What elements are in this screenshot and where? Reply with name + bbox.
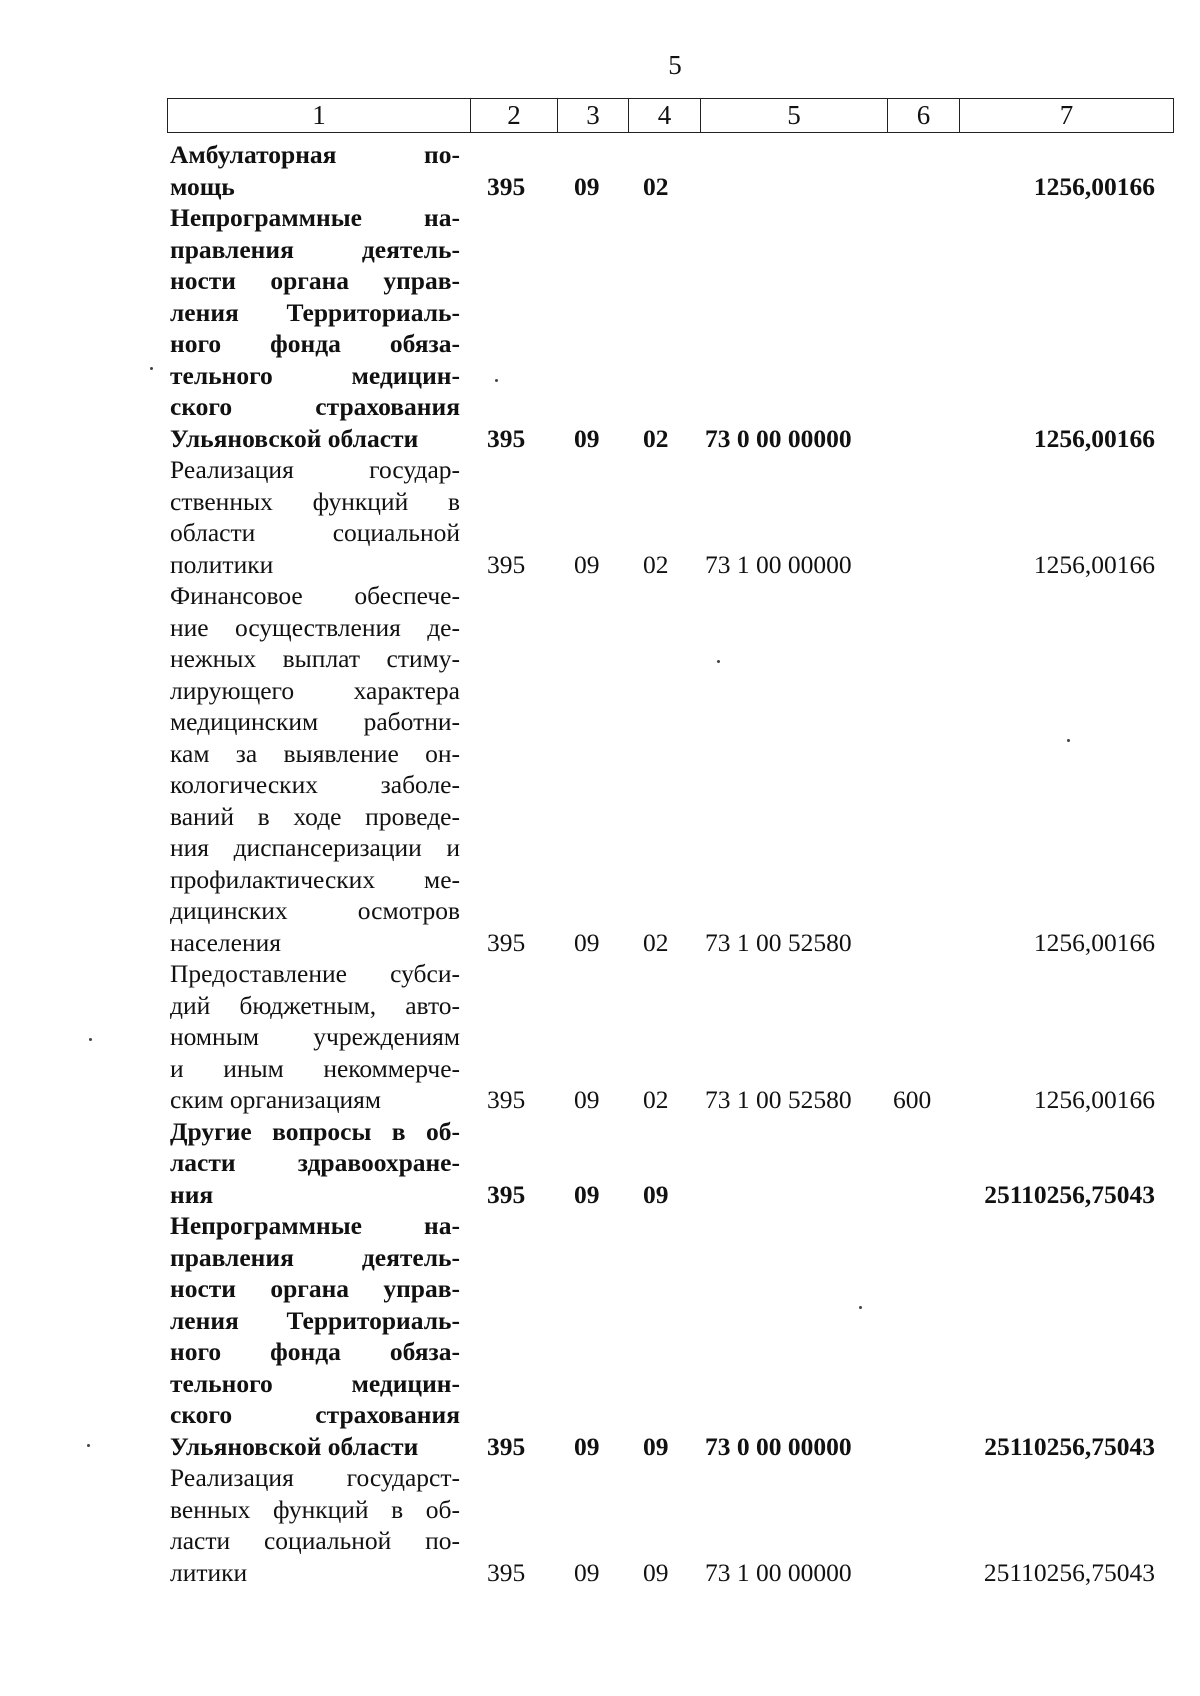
- description-line: ского страхования: [170, 392, 460, 421]
- description-line: ного фонда обяза-: [170, 329, 460, 358]
- cell-col-5: 73 1 00 00000: [705, 1557, 852, 1587]
- cell-col-7: 25110256,75043: [984, 1431, 1155, 1461]
- cell-col-7: 1256,00166: [1033, 423, 1155, 453]
- cell-col-2: 395: [487, 1557, 526, 1587]
- description-line: населения: [170, 927, 281, 957]
- cell-col-3: 09: [574, 927, 600, 957]
- cell-col-3: 09: [574, 1179, 600, 1209]
- header-col-2: 2: [471, 99, 558, 132]
- header-col-4: 4: [629, 99, 701, 132]
- cell-col-4: 09: [643, 1557, 669, 1587]
- row-description: [170, 454, 460, 580]
- row-description: [170, 958, 460, 1116]
- scan-speck: [150, 367, 153, 370]
- cell-col-2: 395: [487, 927, 526, 957]
- cell-col-2: 395: [487, 1085, 526, 1114]
- description-line: ственных функций в: [170, 486, 460, 516]
- cell-col-4: 02: [643, 927, 669, 957]
- table-header: [167, 98, 1174, 133]
- scan-speck: [495, 379, 498, 382]
- header-col-7: 7: [1059, 100, 1074, 130]
- description-line: ским организациям: [170, 1085, 381, 1114]
- description-line: ности органа управ-: [170, 1274, 460, 1303]
- description-line: Непрограммные на-: [170, 1211, 460, 1240]
- description-line: Другие вопросы в об-: [170, 1116, 460, 1146]
- scan-speck: [717, 660, 720, 663]
- description-line: дицинских осмотров: [170, 896, 460, 925]
- row-description: [170, 202, 460, 454]
- cell-col-2: 395: [487, 423, 526, 453]
- description-line: ного фонда обяза-: [170, 1337, 460, 1366]
- cell-col-2: 395: [487, 1179, 526, 1209]
- row-description: [170, 1116, 460, 1211]
- row-description: [170, 139, 460, 202]
- description-line: Ульяновской области: [170, 1431, 419, 1461]
- cell-col-7: 25110256,75043: [984, 1179, 1155, 1209]
- description-line: Реализация государст-: [170, 1463, 460, 1492]
- cell-col-4: 02: [643, 1085, 669, 1114]
- description-line: политики: [170, 549, 274, 579]
- description-line: литики: [170, 1557, 248, 1587]
- description-line: ласти здравоохране-: [170, 1148, 460, 1177]
- cell-col-3: 09: [574, 171, 600, 201]
- cell-col-3: 09: [574, 423, 600, 453]
- header-col-6: 6: [888, 99, 960, 132]
- description-line: ления Территориаль-: [170, 297, 460, 327]
- row-description: [170, 1210, 460, 1462]
- description-line: профилактических ме-: [170, 864, 460, 894]
- scan-speck: [859, 1306, 862, 1309]
- description-line: правления деятель-: [170, 1242, 460, 1272]
- description-line: кам за выявление он-: [170, 738, 460, 768]
- cell-col-4: 09: [643, 1179, 669, 1209]
- cell-col-6: 600: [893, 1085, 932, 1114]
- description-line: области социальной: [170, 518, 460, 547]
- cell-col-2: 395: [487, 1431, 526, 1461]
- description-line: ления Территориаль-: [170, 1305, 460, 1335]
- header-col-1: 1: [168, 99, 471, 132]
- cell-col-2: 395: [487, 549, 526, 579]
- description-line: ваний в ходе проведе-: [170, 801, 460, 831]
- description-line: ние осуществления де-: [170, 612, 460, 642]
- description-line: правления деятель-: [170, 234, 460, 264]
- description-line: ния: [170, 1179, 214, 1209]
- cell-col-3: 09: [574, 549, 600, 579]
- cell-col-5: 73 1 00 52580: [705, 927, 852, 957]
- header-col-3: 3: [558, 99, 629, 132]
- cell-col-5: 73 0 00 00000: [705, 1431, 852, 1461]
- description-line: кологических заболе-: [170, 770, 460, 799]
- scan-speck: [89, 1038, 92, 1041]
- description-line: Реализация государ-: [170, 455, 460, 484]
- header-col-5: 5: [701, 99, 888, 132]
- description-line: ского страхования: [170, 1400, 460, 1429]
- cell-col-7: 1256,00166: [1033, 927, 1155, 957]
- description-line: тельного медицин-: [170, 1368, 460, 1398]
- scan-speck: [87, 1444, 90, 1447]
- scan-speck: [1067, 739, 1070, 742]
- page-number: 5: [668, 50, 682, 80]
- cell-col-4: 09: [643, 1431, 669, 1461]
- cell-col-3: 09: [574, 1085, 600, 1114]
- cell-col-4: 02: [643, 549, 669, 579]
- description-line: Непрограммные на-: [170, 203, 460, 232]
- description-line: нежных выплат стиму-: [170, 644, 460, 673]
- row-description: [170, 1462, 460, 1588]
- description-line: и иным некоммерче-: [170, 1053, 460, 1083]
- cell-col-5: 73 1 00 00000: [705, 549, 852, 579]
- cell-col-3: 09: [574, 1431, 600, 1461]
- cell-col-7: 25110256,75043: [983, 1557, 1155, 1587]
- description-line: ния диспансеризации и: [170, 833, 460, 862]
- cell-col-7: 1256,00166: [1033, 1085, 1155, 1114]
- description-line: венных функций в об-: [170, 1494, 460, 1524]
- description-line: лирующего характера: [170, 675, 460, 705]
- description-line: мощь: [170, 171, 235, 201]
- cell-col-4: 02: [643, 171, 669, 201]
- cell-col-5: 73 1 00 52580: [705, 1085, 852, 1114]
- description-line: дий бюджетным, авто-: [170, 990, 460, 1020]
- description-line: Амбулаторная по-: [170, 140, 460, 169]
- cell-col-5: 73 0 00 00000: [705, 423, 852, 453]
- cell-col-2: 395: [487, 171, 526, 201]
- cell-col-7: 1256,00166: [1033, 549, 1155, 579]
- description-line: ности органа управ-: [170, 266, 460, 295]
- row-description: [170, 580, 460, 958]
- description-line: номным учреждениям: [170, 1022, 460, 1051]
- description-line: медицинским работни-: [170, 707, 460, 736]
- cell-col-3: 09: [574, 1557, 600, 1587]
- description-line: Предоставление субси-: [170, 959, 460, 988]
- cell-col-7: 1256,00166: [1033, 171, 1155, 201]
- description-line: Ульяновской области: [170, 423, 419, 453]
- cell-col-4: 02: [643, 423, 669, 453]
- description-line: тельного медицин-: [170, 360, 460, 390]
- description-line: Финансовое обеспече-: [170, 581, 460, 610]
- description-line: ласти социальной по-: [170, 1526, 460, 1555]
